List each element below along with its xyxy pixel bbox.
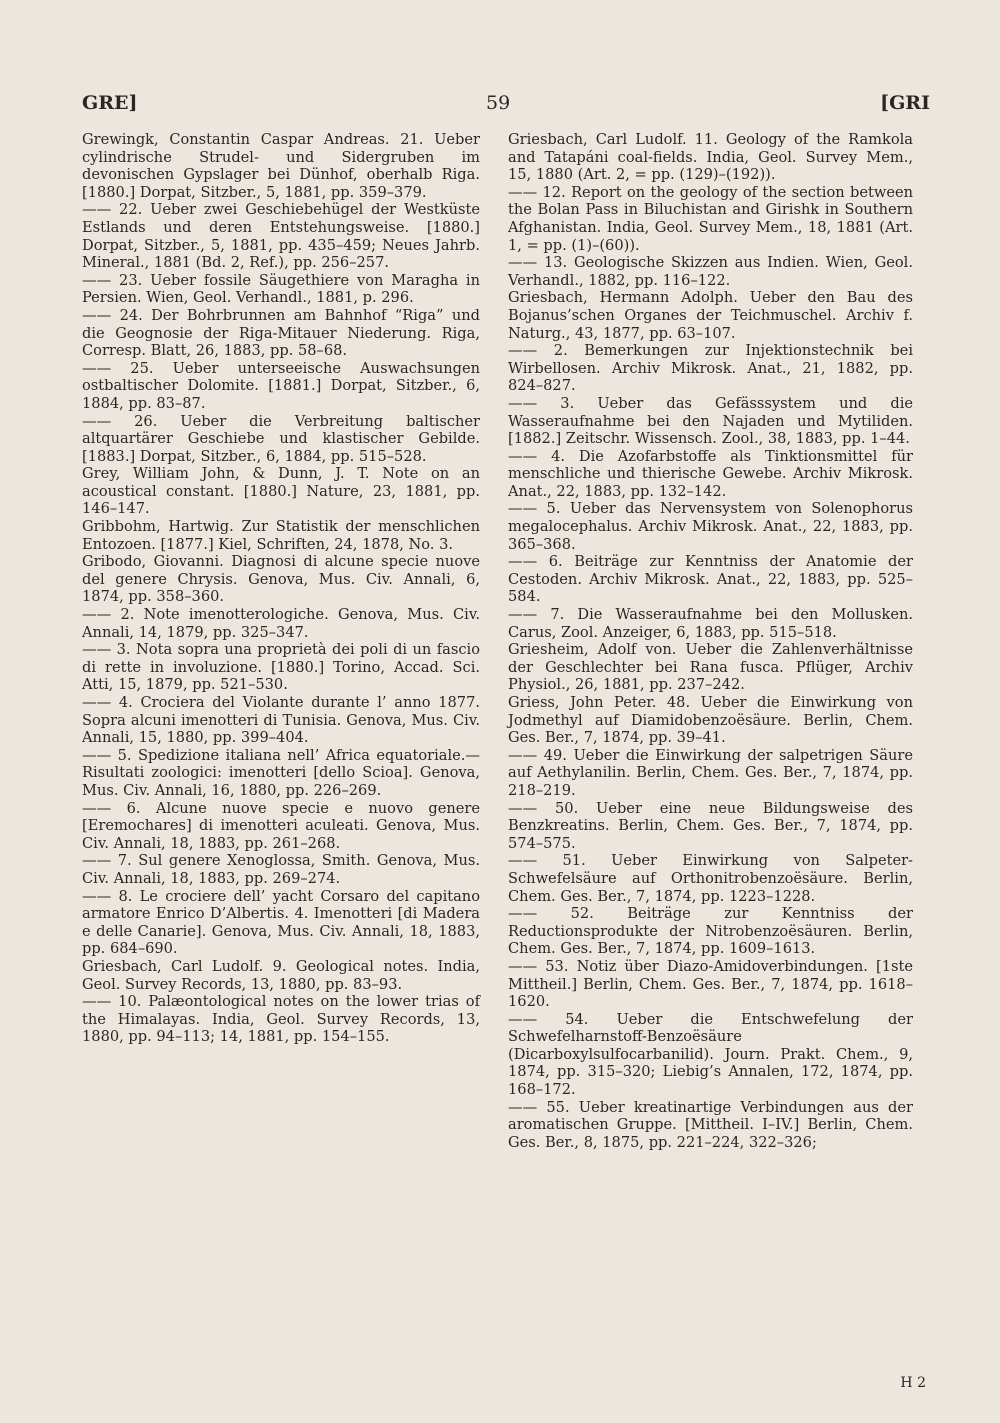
bibliography-entry: —— 7. Die Wasseraufnahme bei den Mollusken. Carus, Zool. Anzeiger, 6, 1883, pp. 515–518. [508, 606, 913, 641]
bibliography-entry: —— 51. Ueber Einwirkung von Salpeter-Schwefelsäure auf Orthonitrobenzoësäure. Berlin, Chem. Ges. Ber., 7, 1874, pp. 1223–1228. [508, 852, 913, 905]
bibliography-entry: —— 49. Ueber die Einwirkung der salpetrigen Säure auf Aethylanilin. Berlin, Chem. Ges. Ber., 7, 1874, pp. 218–219. [508, 746, 913, 799]
bibliography-entry: —— 54. Ueber die Entschwefelung der Schwefelharnstoff-Benzoësäure (Dicarboxylsulfocarbanilid). Journ. Prakt. Chem., 9, 1874, pp. 315–320; Liebig’s Annalen, 172, 1874, pp. 168–172. [508, 1010, 913, 1099]
bibliography-entry: —— 2. Bemerkungen zur Injektionstechnik bei Wirbellosen. Archiv Mikrosk. Anat., 21, 1882, pp. 824–827. [508, 342, 913, 395]
bibliography-entry: —— 3. Ueber das Gefässsystem und die Wasseraufnahme bei den Najaden und Mytiliden. [1882.] Zeitschr. Wissensch. Zool., 38, 1883, pp. 1–44. [508, 394, 913, 448]
bibliography-entry: —— 26. Ueber die Verbreitung baltischer altquartärer Geschiebe und klastischer Gebilde. [1883.] Dorpat, Sitzber., 6, 1884, pp. 515–528. [82, 412, 480, 465]
bibliography-entry: —— 3. Nota sopra una proprietà dei poli di un fascio di rette in involuzione. [1880.] Torino, Accad. Sci. Atti, 15, 1879, pp. 521–530. [82, 641, 480, 694]
running-head-left: GRE] [82, 92, 138, 114]
bibliography-entry: —— 23. Ueber fossile Säugethiere von Maragha in Persien. Wien, Geol. Verhandl., 1881, p. 296. [82, 271, 480, 307]
bibliography-entry: —— 8. Le crociere dell’ yacht Corsaro del capitano armatore Enrico D’Albertis. 4. Imenotteri [di Madera e delle Canarie]. Genova, Mus. Civ. Annali, 18, 1883, pp. 684–690. [82, 887, 480, 958]
bibliography-entry: —— 10. Palæontological notes on the lower trias of the Himalayas. India, Geol. Survey Records, 13, 1880, pp. 94–113; 14, 1881, pp. 154–155. [82, 993, 480, 1046]
bibliography-entry: Griess, John Peter. 48. Ueber die Einwirkung von Jodmethyl auf Diamidobenzoësäure. Berlin, Chem. Ges. Ber., 7, 1874, pp. 39–41. [508, 694, 913, 747]
running-head-right: [GRI [880, 92, 930, 114]
right-column [508, 131, 913, 1151]
bibliography-entry: Gribodo, Giovanni. Diagnosi di alcune specie nuove del genere Chrysis. Genova, Mus. Civ. Annali, 6, 1874, pp. 358–360. [82, 553, 480, 606]
bibliography-entry: Grewingk, Constantin Caspar Andreas. 21. Ueber cylindrische Strudel- und Sidergruben im devonischen Gypslager bei Dünhof, oberhalb Riga. [1880.] Dorpat, Sitzber., 5, 1881, pp. 359–379. [82, 131, 480, 201]
bibliography-entry: —— 5. Spedizione italiana nell’ Africa equatoriale.—Risultati zoologici: imenotteri [dello Scioa]. Genova, Mus. Civ. Annali, 16, 1880, pp. 226–269. [82, 746, 480, 799]
bibliography-entry: —— 50. Ueber eine neue Bildungsweise des Benzkreatins. Berlin, Chem. Ges. Ber., 7, 1874, pp. 574–575. [508, 799, 913, 852]
bibliography-entry: —— 52. Beiträge zur Kenntniss der Reductionsprodukte der Nitrobenzoësäuren. Berlin, Chem. Ges. Ber., 7, 1874, pp. 1609–1613. [508, 905, 913, 958]
page-number: 59 [486, 92, 511, 114]
bibliography-entry: Gribbohm, Hartwig. Zur Statistik der menschlichen Entozoen. [1877.] Kiel, Schriften, 24, 1878, No. 3. [82, 518, 480, 553]
bibliography-entry: —— 4. Die Azofarbstoffe als Tinktionsmittel für menschliche und thierische Gewebe. Archiv Mikrosk. Anat., 22, 1883, pp. 132–142. [508, 447, 913, 500]
bibliography-entry: —— 6. Beiträge zur Kenntniss der Anatomie der Cestoden. Archiv Mikrosk. Anat., 22, 1883, pp. 525–584. [508, 553, 913, 606]
bibliography-entry: Grey, William John, & Dunn, J. T. Note on an acoustical constant. [1880.] Nature, 23, 1881, pp. 146–147. [82, 465, 480, 518]
bibliography-entry: Griesbach, Carl Ludolf. 9. Geological notes. India, Geol. Survey Records, 13, 1880, pp. 83–93. [82, 957, 480, 993]
bibliography-entry: —— 5. Ueber das Nervensystem von Solenophorus megalocephalus. Archiv Mikrosk. Anat., 22, 1883, pp. 365–368. [508, 500, 913, 553]
bibliography-entry: —— 13. Geologische Skizzen aus Indien. Wien, Geol. Verhandl., 1882, pp. 116–122. [508, 254, 913, 289]
bibliography-entry: —— 53. Notiz über Diazo-Amidoverbindungen. [1ste Mittheil.] Berlin, Chem. Ges. Ber., 7, 1874, pp. 1618–1620. [508, 957, 913, 1011]
bibliography-entry: —— 22. Ueber zwei Geschiebehügel der Westküste Estlands und deren Entstehungsweise. [1880.] Dorpat, Sitzber., 5, 1881, pp. 435–459; Neues Jahrb. Mineral., 1881 (Bd. 2, Ref.), pp. 256–257. [82, 201, 480, 272]
bibliography-entry: —— 6. Alcune nuove specie e nuovo genere [Eremochares] di imenotteri aculeati. Genova, Mus. Civ. Annali, 18, 1883, pp. 261–268. [82, 799, 480, 852]
bibliography-entry: Griesbach, Hermann Adolph. Ueber den Bau des Bojanus’schen Organes der Teichmuschel. Archiv f. Naturg., 43, 1877, pp. 63–107. [508, 289, 913, 342]
bibliography-entry: Griesbach, Carl Ludolf. 11. Geology of the Ramkola and Tatapáni coal-fields. India, Geol. Survey Mem., 15, 1880 (Art. 2, = pp. (129)–(192)). [508, 131, 913, 184]
bibliography-entry: —— 12. Report on the geology of the section between the Bolan Pass in Biluchistan and Girishk in Southern Afghanistan. India, Geol. Survey Mem., 18, 1881 (Art. 1, = pp. (1)–(60)). [508, 183, 913, 254]
signature-mark: H 2 [900, 1375, 926, 1391]
bibliography-entry: —— 7. Sul genere Xenoglossa, Smith. Genova, Mus. Civ. Annali, 18, 1883, pp. 269–274. [82, 852, 480, 887]
left-column [82, 131, 480, 1046]
bibliography-entry: Griesheim, Adolf von. Ueber die Zahlenverhältnisse der Geschlechter bei Rana fusca. Pflüger, Archiv Physiol., 26, 1881, pp. 237–242. [508, 641, 913, 694]
bibliography-entry: —— 2. Note imenotterologiche. Genova, Mus. Civ. Annali, 14, 1879, pp. 325–347. [82, 606, 480, 641]
bibliography-entry: —— 55. Ueber kreatinartige Verbindungen aus der aromatischen Gruppe. [Mittheil. I–IV.] Berlin, Chem. Ges. Ber., 8, 1875, pp. 221–224, 322–326; [508, 1098, 913, 1151]
bibliography-entry: —— 4. Crociera del Violante durante l’ anno 1877. Sopra alcuni imenotteri di Tunisia. Genova, Mus. Civ. Annali, 15, 1880, pp. 399–404. [82, 694, 480, 747]
bibliography-entry: —— 25. Ueber unterseeische Auswachsungen ostbaltischer Dolomite. [1881.] Dorpat, Sitzber., 6, 1884, pp. 83–87. [82, 359, 480, 412]
bibliography-entry: —— 24. Der Bohrbrunnen am Bahnhof “Riga” und die Geognosie der Riga-Mitauer Niederung. Riga, Corresp. Blatt, 26, 1883, pp. 58–68. [82, 306, 480, 360]
